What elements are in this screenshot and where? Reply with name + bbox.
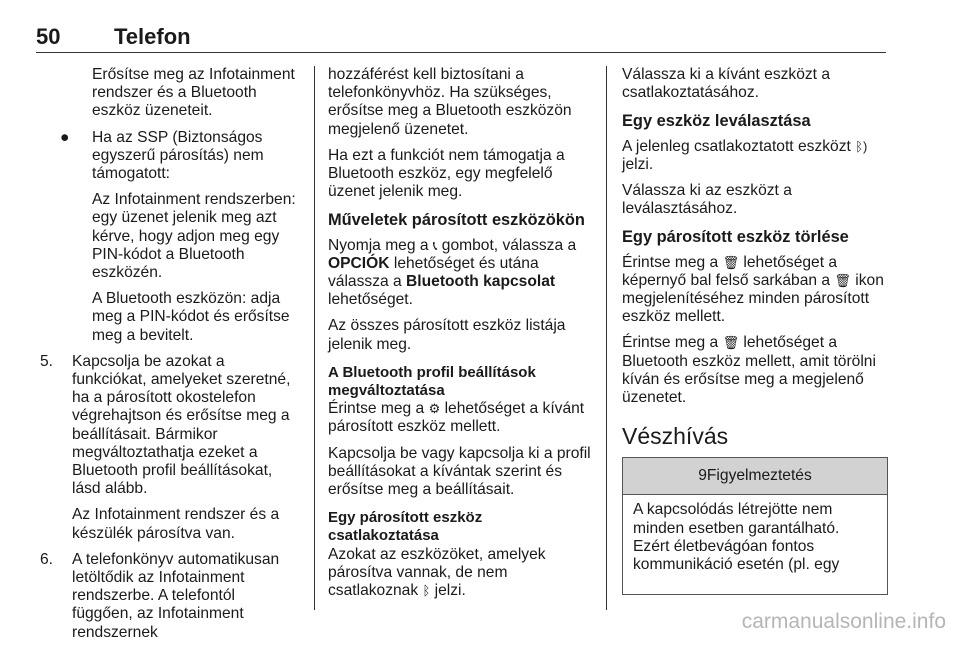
paragraph: Az Infotainment rendszerben: egy üzenet jelenik meg azt kérve, hogy adjon meg egy PIN-kódot a Bluetooth eszközén. — [92, 191, 296, 282]
bluetooth-icon: ᛒ — [422, 583, 431, 599]
paragraph: Ha ezt a funkciót nem támogatja a Bluetooth eszköz, egy megfelelő üzenet jelenik meg. — [328, 146, 565, 201]
column-divider — [314, 66, 315, 610]
subsection-heading: A Bluetooth profil beállítások megváltoztatása — [328, 363, 536, 400]
menu-term: Bluetooth kapcsolat — [406, 273, 556, 291]
paragraph: A telefonkönyv automatikusan letöltődik az Infotainment rendszerbe. A telefontól függően, az Infotainment rendszernek — [72, 550, 280, 641]
numbered-item — [40, 550, 298, 642]
numbered-item — [40, 352, 298, 543]
text: jelzi. — [622, 155, 654, 173]
text: lehetőséget a képernyő bal felső sarkában a — [622, 253, 838, 289]
paragraph — [622, 254, 888, 327]
trash-icon: 🗑︎ — [722, 335, 740, 351]
column-3 — [622, 66, 888, 595]
paragraph: Ha az SSP (Biztonságos egyszerű párosítás) nem támogatott: — [92, 128, 264, 183]
paragraph — [328, 237, 596, 310]
text: Nyomja meg a — [328, 236, 429, 254]
text: Azokat az eszközöket, amelyek párosítva vannak, de nem csatlakoznak — [328, 545, 546, 600]
section-heading: Műveletek párosított eszközökön — [328, 211, 585, 230]
settings-icon: ⚙ — [428, 401, 441, 417]
text: lehetőséget és utána válassza a — [328, 254, 539, 291]
page-number: 50 — [36, 24, 61, 49]
text: A jelenleg csatlakoztatott eszközt — [622, 137, 851, 155]
subsection-heading: Egy párosított eszköz csatlakoztatása — [328, 509, 483, 545]
paragraph: Válassza ki az eszközt a leválasztásához. — [622, 182, 792, 218]
warning-title: Figyelmeztetés — [706, 467, 812, 485]
text: jelzi. — [434, 582, 466, 600]
paragraph: Erősítse meg az Infotainment rendszer és a Bluetooth eszköz üzeneteit. — [92, 66, 295, 120]
warning-text: A kapcsolódás létrejötte nem minden esetben garantálható. Ezért életbevágóan fontos kommunikáció esetén (pl. egy — [633, 501, 840, 574]
item-number: 6. — [40, 550, 54, 568]
column-1 — [36, 66, 298, 650]
paragraph: A Bluetooth eszközön: adja meg a PIN-kódot és erősítse meg a bevitelt. — [92, 290, 290, 344]
trash-icon: 🗑︎ — [722, 254, 740, 270]
paragraph: Kapcsolja be azokat a funkciókat, amelyeket szeretné, ha a párosított okostelefon végrehajtson és erősítse meg a beállításait. Bármikor megváltoztathatja ezeket a Bluetooth profil beállításokat, lásd alább. — [72, 352, 291, 498]
paragraph: Az összes párosított eszköz listája jelenik meg. — [328, 317, 566, 353]
item-number: 5. — [40, 352, 54, 370]
section-heading: Egy párosított eszköz törlése — [622, 228, 849, 247]
section-heading: Egy eszköz leválasztása — [622, 112, 811, 131]
page-title: Telefon — [114, 24, 191, 49]
bullet-mark: ● — [60, 128, 70, 146]
text: gombot, válassza a — [441, 236, 577, 254]
page-header — [36, 22, 886, 53]
warning-box — [622, 457, 888, 595]
paragraph — [622, 334, 888, 407]
text: lehetőséget a kívánt párosított eszköz mellett. — [328, 400, 585, 436]
phone-icon: 📞︎ — [432, 237, 438, 253]
text: lehetőséget. — [328, 291, 413, 309]
paragraph: hozzáférést kell biztosítani a telefonkönyvhöz. Ha szükséges, erősítse meg a Bluetooth eszközön megjelenő üzenetet. — [328, 66, 572, 138]
trash-icon: 🗑︎ — [834, 272, 851, 288]
text: Érintse meg a — [622, 334, 719, 352]
chapter-heading: Vészhívás — [622, 423, 729, 450]
paragraph: Kapcsolja be vagy kapcsolja ki a profil beállításokat a kívántak szerint és erősítse meg a beállításait. — [328, 444, 591, 499]
bullet-item — [60, 128, 298, 345]
watermark: carmanualsonline.info — [741, 610, 946, 633]
bluetooth-connected-icon: ᛒ) — [855, 138, 868, 154]
paragraph: Az Infotainment rendszer és a készülék párosítva van. — [72, 506, 280, 542]
warning-header — [623, 458, 887, 495]
warning-icon: 9 — [698, 467, 707, 485]
paragraph: Válassza ki a kívánt eszközt a csatlakoztatásához. — [622, 66, 831, 102]
column-2 — [328, 66, 596, 608]
paragraph — [328, 400, 596, 436]
column-divider — [606, 66, 607, 610]
text: Érintse meg a — [622, 253, 719, 271]
text: ikon megjelenítéséhez minden párosított eszköz mellett. — [622, 271, 884, 326]
paragraph — [328, 546, 596, 601]
paragraph — [622, 138, 888, 174]
text: Érintse meg a — [328, 400, 425, 418]
menu-term: OPCIÓK — [328, 254, 390, 272]
text: lehetőséget a Bluetooth eszköz mellett, amit törölni kíván és erősítse meg a megjelenő üzenetet. — [622, 334, 876, 407]
